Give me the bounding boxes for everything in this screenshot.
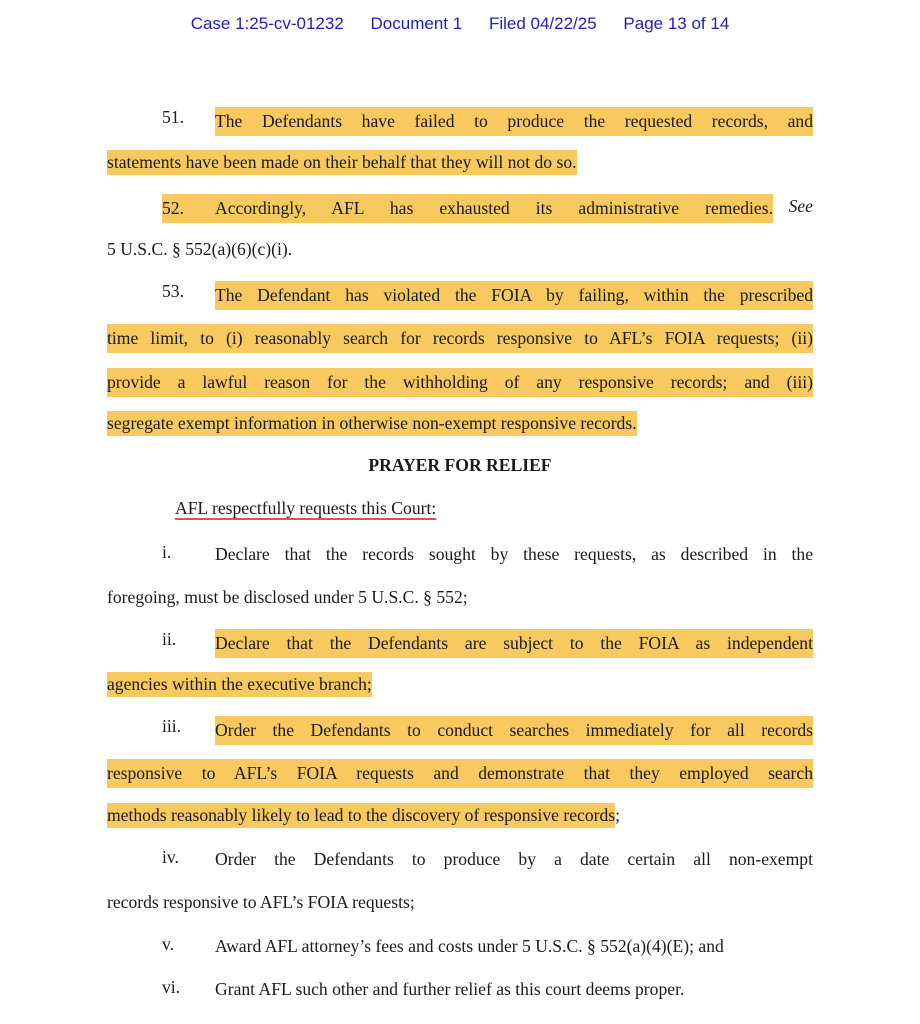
item-number: iv.	[162, 847, 179, 867]
page-number: Page 13 of 14	[623, 14, 730, 33]
paragraph-number: 52.	[162, 198, 184, 218]
document-number: Document 1	[370, 14, 463, 33]
item-number: iii.	[162, 716, 182, 736]
item-line: Declare that the records sought by these requests, as described in the	[215, 544, 813, 564]
paragraph-line: Accordingly, AFL has exhausted its administrative remedies.	[215, 198, 773, 218]
item-line: agencies within the executive branch;	[107, 672, 813, 696]
item-number: v.	[162, 934, 175, 954]
item-line: Declare that the Defendants are subject to the FOIA as independent	[215, 629, 813, 658]
item-line: Order the Defendants to conduct searches immediately for all records	[215, 716, 813, 745]
item-number: vi.	[162, 977, 181, 997]
citation-signal: See	[788, 196, 813, 216]
paragraph-line: The Defendant has violated the FOIA by failing, within the prescribed	[215, 281, 813, 310]
prayer-intro: AFL respectfully requests this Court:	[175, 498, 437, 518]
item-line: Grant AFL such other and further relief as this court deems proper.	[215, 979, 685, 999]
paragraph-line: time limit, to (i) reasonably search for records responsive to AFL’s FOIA requests; (ii)	[107, 324, 813, 353]
case-number: Case 1:25-cv-01232	[190, 14, 344, 33]
item-line: foregoing, must be disclosed under 5 U.S.C. § 552;	[107, 587, 468, 607]
paragraph-line: segregate exempt information in otherwise non-exempt responsive records.	[107, 411, 813, 435]
item-line: methods reasonably likely to lead to the discovery of responsive records;	[107, 803, 813, 827]
paragraph-number: 51.	[162, 107, 184, 127]
paragraph-number: 53.	[162, 281, 184, 301]
paragraph-line: provide a lawful reason for the withholding of any responsive records; and (iii)	[107, 368, 813, 397]
item-number: i.	[162, 542, 172, 562]
item-line: Order the Defendants to produce by a date certain all non-exempt	[215, 849, 813, 869]
item-line: responsive to AFL’s FOIA requests and demonstrate that they employed search	[107, 759, 813, 788]
filed-date: Filed 04/22/25	[488, 14, 597, 33]
paragraph-line: 5 U.S.C. § 552(a)(6)(c)(i).	[107, 239, 293, 259]
paragraph-line: The Defendants have failed to produce the requested records, and	[215, 107, 813, 136]
item-line: records responsive to AFL’s FOIA requests;	[107, 892, 415, 912]
ecf-header	[0, 14, 920, 34]
paragraph-line: statements have been made on their behalf that they will not do so.	[107, 150, 813, 174]
item-number: ii.	[162, 629, 177, 649]
section-heading: PRAYER FOR RELIEF	[368, 455, 552, 475]
item-line: Award AFL attorney’s fees and costs under 5 U.S.C. § 552(a)(4)(E); and	[215, 936, 724, 956]
